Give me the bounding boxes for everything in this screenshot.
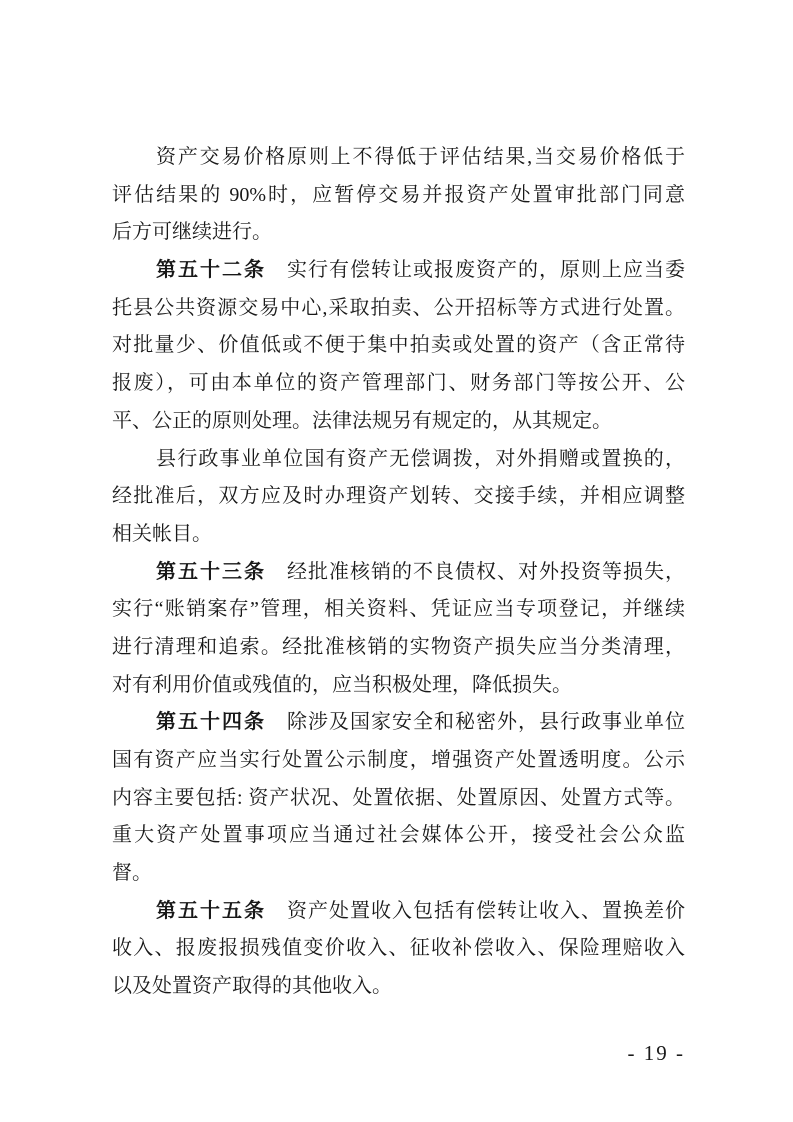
article-number-label: 第五十三条 [156, 560, 266, 583]
text-line: 对有利用价值或残值的，应当积极处理，降低损失。 [112, 673, 572, 696]
text-line: 重大资产处置事项应当通过社会媒体公开，接受社会公众监 [112, 824, 685, 847]
text-line: 托县公共资源交易中心,采取拍卖、公开招标等方式进行处置。 [112, 296, 685, 319]
text-line: 经批准后，双方应及时办理资产划转、交接手续，并相应调整 [112, 485, 685, 508]
text-line: 以及处置资产取得的其他收入。 [112, 975, 392, 998]
text-line: 报废），可由本单位的资产管理部门、财务部门等按公开、公 [112, 372, 685, 395]
text-line: 县行政事业单位国有资产无偿调拨，对外捐赠或置换的， [156, 447, 685, 470]
article-number-label: 第五十二条 [156, 259, 266, 282]
text-line: 实行“账销案存”管理，相关资料、凭证应当专项登记，并继续 [112, 598, 685, 621]
text-line: 国有资产应当实行处置公示制度，增强资产处置透明度。公示 [112, 749, 685, 771]
text-line: 对批量少、价值低或不便于集中拍卖或处置的资产（含正常待 [112, 334, 685, 357]
text-line: 资产交易价格原则上不得低于评估结果,当交易价格低于 [156, 146, 685, 168]
text-line: 第五十五条 资产处置收入包括有偿转让收入、置换差价 [156, 899, 685, 922]
text-line: 后方可继续进行。 [112, 221, 272, 244]
text-line: 内容主要包括: 资产状况、处置依据、处置原因、处置方式等。 [112, 786, 685, 809]
document-body [112, 139, 685, 1006]
article-number-label: 第五十五条 [156, 899, 266, 922]
text-line: 第五十二条 实行有偿转让或报废资产的，原则上应当委 [156, 259, 685, 282]
text-line: 评估结果的 90%时，应暂停交易并报资产处置审批部门同意 [112, 183, 685, 206]
text-line: 相关帐目。 [112, 522, 212, 545]
text-line: 第五十四条 除涉及国家安全和秘密外，县行政事业单位 [156, 711, 685, 734]
text-line: 进行清理和追索。经批准核销的实物资产损失应当分类清理， [112, 635, 685, 658]
text-line: 第五十三条 经批准核销的不良债权、对外投资等损失， [156, 560, 685, 583]
article-number-label: 第五十四条 [156, 711, 266, 734]
text-line: 督。 [112, 862, 152, 885]
page-number: - 19 - [627, 1041, 685, 1065]
text-line: 平、公正的原则处理。法律法规另有规定的，从其规定。 [112, 409, 612, 432]
text-line: 收入、报废报损残值变价收入、征收补偿收入、保险理赔收入 [112, 937, 685, 960]
